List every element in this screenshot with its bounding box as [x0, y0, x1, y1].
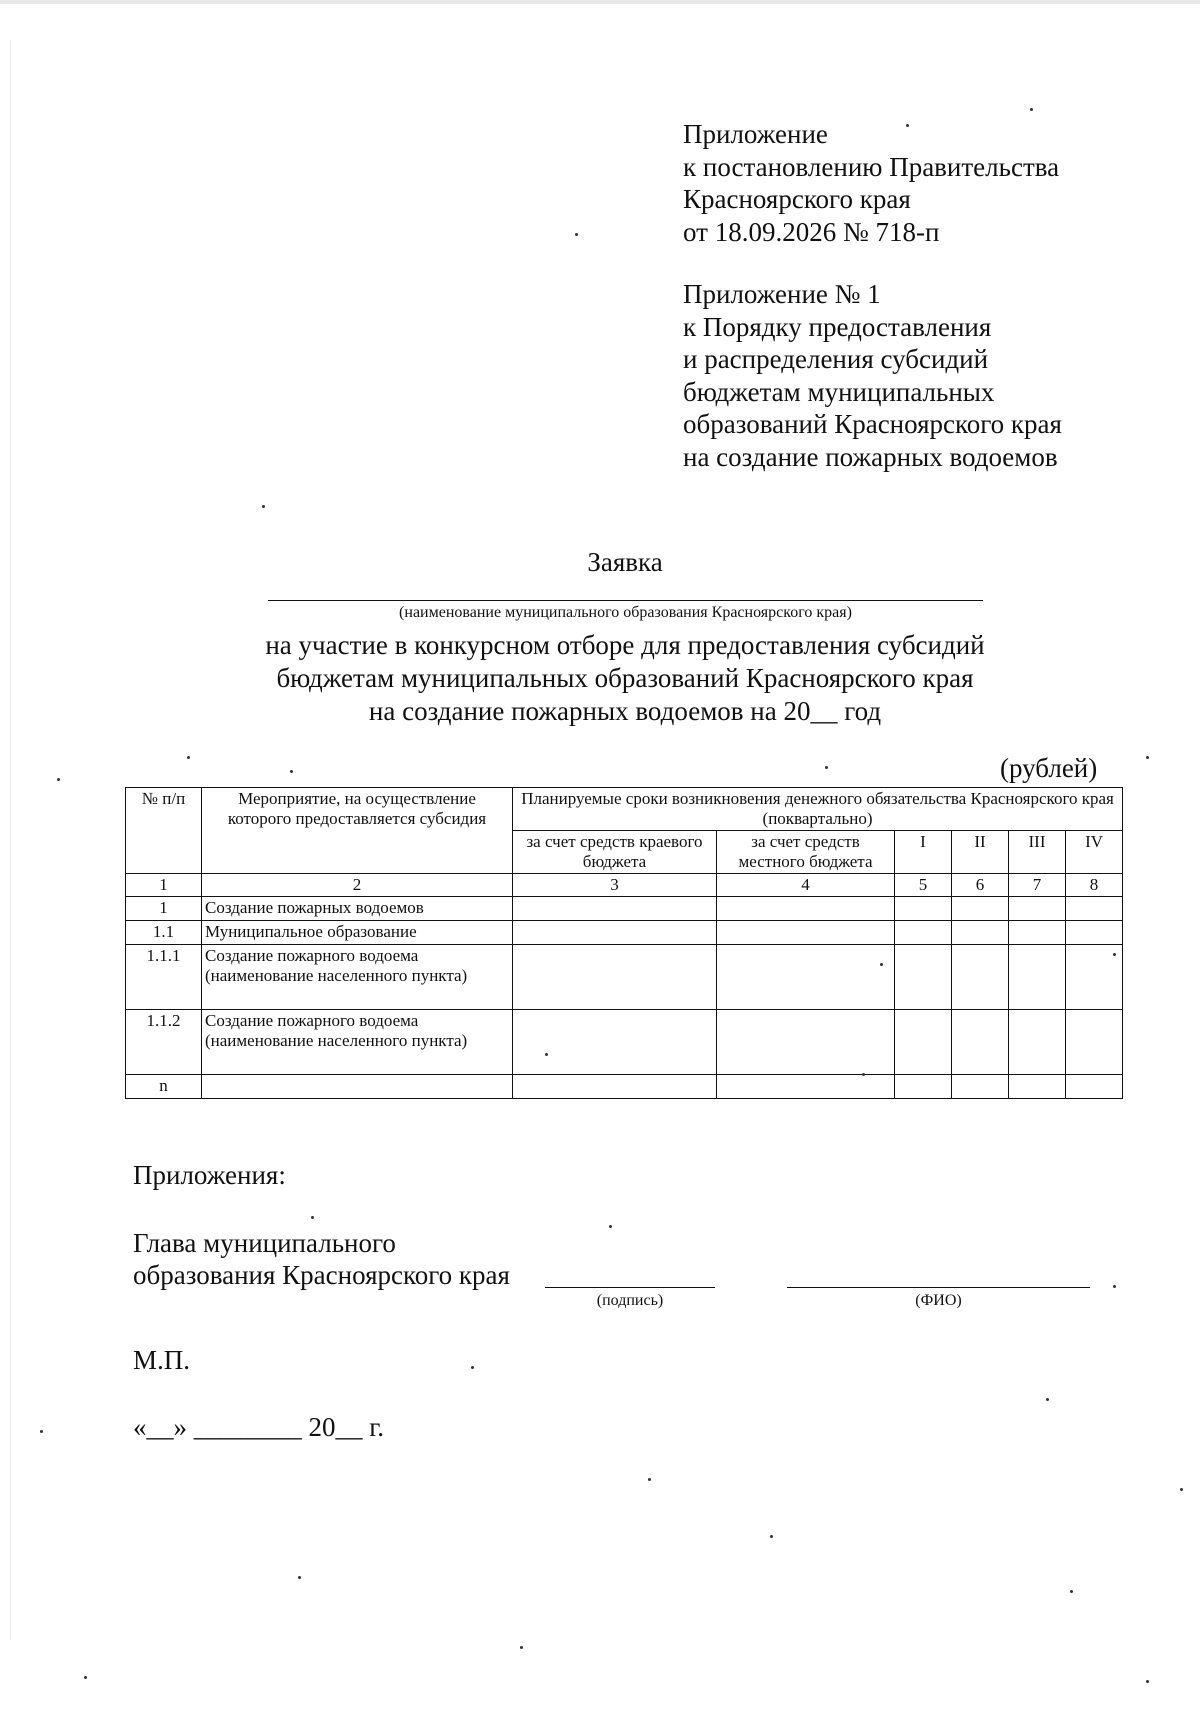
column-number-row — [126, 874, 1123, 897]
municipality-name-caption: (наименование муниципального образования Красноярского края) — [399, 604, 852, 621]
header-quarter-4: IV — [1066, 831, 1123, 874]
cell-local — [717, 897, 895, 921]
column-number: 2 — [202, 874, 513, 897]
scan-speck — [262, 505, 265, 508]
scan-speck — [1113, 953, 1116, 956]
scan-speck — [1180, 1488, 1183, 1491]
signature-line — [545, 1287, 715, 1288]
column-number: 1 — [126, 874, 202, 897]
header-quarter-3: III — [1009, 831, 1066, 874]
signatory-title-line: образования Красноярского края — [133, 1260, 510, 1290]
column-number: 5 — [895, 874, 952, 897]
column-number: 7 — [1009, 874, 1066, 897]
scan-speck — [1030, 108, 1033, 111]
municipality-name-line — [268, 600, 983, 601]
column-number: 4 — [717, 874, 895, 897]
signatory-block — [133, 1227, 510, 1291]
header-spacer — [683, 248, 1153, 278]
scan-speck — [1146, 1680, 1149, 1683]
scan-speck — [880, 963, 883, 966]
scan-speck — [311, 1216, 314, 1219]
document-subtitle — [0, 629, 1200, 728]
cell-local — [717, 1010, 895, 1075]
cell-q3 — [1009, 921, 1066, 945]
header-line: на создание пожарных водоемов — [683, 441, 1058, 472]
scan-speck — [545, 1053, 548, 1056]
stamp-label: М.П. — [133, 1345, 191, 1375]
row-number: 1.1.1 — [126, 945, 202, 1010]
scan-speck — [57, 778, 60, 781]
cell-q4 — [1066, 897, 1123, 921]
cell-q3 — [1009, 1010, 1066, 1075]
header-regional-budget: за счет средств краевого бюджета — [513, 831, 717, 874]
cell-local — [717, 921, 895, 945]
cell-q1 — [895, 897, 952, 921]
scan-speck — [770, 1535, 773, 1538]
scan-speck — [471, 1366, 474, 1369]
scan-speck — [906, 124, 909, 127]
column-number: 6 — [952, 874, 1009, 897]
header-line: и распределения субсидий — [683, 344, 989, 374]
scan-speck — [1146, 756, 1149, 759]
header-activity: Мероприятие, на осуществление которого предоставляется субсидия — [202, 788, 513, 874]
row-number: 1.1.2 — [126, 1010, 202, 1075]
header-line: Приложение — [683, 119, 828, 149]
scan-speck — [648, 1478, 651, 1481]
scan-edge-top — [0, 0, 1200, 4]
appendix-header — [683, 118, 1153, 473]
row-activity: Создание пожарного водоема (наименование населенного пункта) — [202, 1010, 513, 1075]
full-name-caption: (ФИО) — [915, 1292, 962, 1309]
header-number: № п/п — [126, 788, 202, 874]
attachments-label: Приложения: — [133, 1160, 286, 1190]
subtitle-line: на создание пожарных водоемов на 20__ год — [368, 696, 882, 726]
cell-q2 — [952, 945, 1009, 1010]
cell-q2 — [952, 897, 1009, 921]
cell-regional — [513, 1075, 717, 1099]
cell-regional — [513, 897, 717, 921]
cell-q3 — [1009, 897, 1066, 921]
header-line: Красноярского края — [683, 184, 911, 214]
header-line: бюджетам муниципальных — [683, 376, 995, 407]
scan-speck — [520, 1646, 523, 1649]
cell-q2 — [952, 921, 1009, 945]
header-quarter-1: I — [895, 831, 952, 874]
table-row — [126, 945, 1123, 1010]
cell-local — [717, 945, 895, 1010]
grant-application-table — [125, 787, 1123, 1099]
signature-caption: (подпись) — [596, 1292, 664, 1309]
scan-speck — [1113, 1285, 1116, 1288]
cell-regional — [513, 945, 717, 1010]
header-line: к Порядку предоставления — [683, 311, 992, 342]
row-activity: Создание пожарного водоема (наименование населенного пункта) — [202, 945, 513, 1010]
header-quarter-2: II — [952, 831, 1009, 874]
cell-q4 — [1066, 1075, 1123, 1099]
column-number: 8 — [1066, 874, 1123, 897]
cell-q4 — [1066, 921, 1123, 945]
table-row — [126, 1010, 1123, 1075]
table-row — [126, 921, 1123, 945]
cell-q1 — [895, 1010, 952, 1075]
signatory-title-line: Глава муниципального — [133, 1228, 396, 1258]
scan-speck — [609, 1225, 612, 1228]
scan-edge-left — [10, 40, 11, 1640]
cell-q1 — [895, 945, 952, 1010]
row-activity — [202, 1075, 513, 1099]
column-number: 3 — [513, 874, 717, 897]
cell-q4 — [1066, 1010, 1123, 1075]
subtitle-line: бюджетам муниципальных образований Красноярского края — [276, 663, 974, 693]
cell-q2 — [952, 1075, 1009, 1099]
subtitle-line: на участие в конкурсном отборе для предоставления субсидий — [265, 630, 985, 660]
scan-speck — [298, 1576, 301, 1579]
scan-speck — [825, 766, 828, 769]
cell-regional — [513, 921, 717, 945]
table-row — [126, 1075, 1123, 1099]
row-activity: Создание пожарных водоемов — [202, 897, 513, 921]
cell-regional — [513, 1010, 717, 1075]
scan-speck — [862, 1073, 865, 1076]
document-title: Заявка — [587, 547, 663, 577]
row-number: 1.1 — [126, 921, 202, 945]
row-number: 1 — [126, 897, 202, 921]
cell-q1 — [895, 921, 952, 945]
cell-local — [717, 1075, 895, 1099]
header-planned-terms: Планируемые сроки возникновения денежного обязательства Красноярского края (поквартально) — [513, 788, 1123, 831]
header-line: образований Красноярского края — [683, 409, 1062, 439]
header-local-budget: за счет средств местного бюджета — [717, 831, 895, 874]
cell-q3 — [1009, 945, 1066, 1010]
cell-q1 — [895, 1075, 952, 1099]
cell-q2 — [952, 1010, 1009, 1075]
full-name-line — [787, 1287, 1090, 1288]
header-line: Приложение № 1 — [683, 279, 881, 309]
header-line: к постановлению Правительства — [683, 151, 1060, 182]
cell-q3 — [1009, 1075, 1066, 1099]
scan-speck — [575, 233, 578, 236]
row-number: n — [126, 1075, 202, 1099]
header-line: от 18.09.2026 № 718-п — [683, 216, 940, 247]
scan-speck — [1070, 1590, 1073, 1593]
scan-speck — [40, 1430, 43, 1433]
scan-speck — [290, 770, 293, 773]
scan-speck — [1046, 1398, 1049, 1401]
row-activity: Муниципальное образование — [202, 921, 513, 945]
table-row — [126, 897, 1123, 921]
scan-speck — [187, 756, 190, 759]
units-label: (рублей) — [1000, 753, 1098, 783]
scan-speck — [84, 1676, 87, 1679]
date-line: «__» ________ 20__ г. — [133, 1412, 385, 1442]
